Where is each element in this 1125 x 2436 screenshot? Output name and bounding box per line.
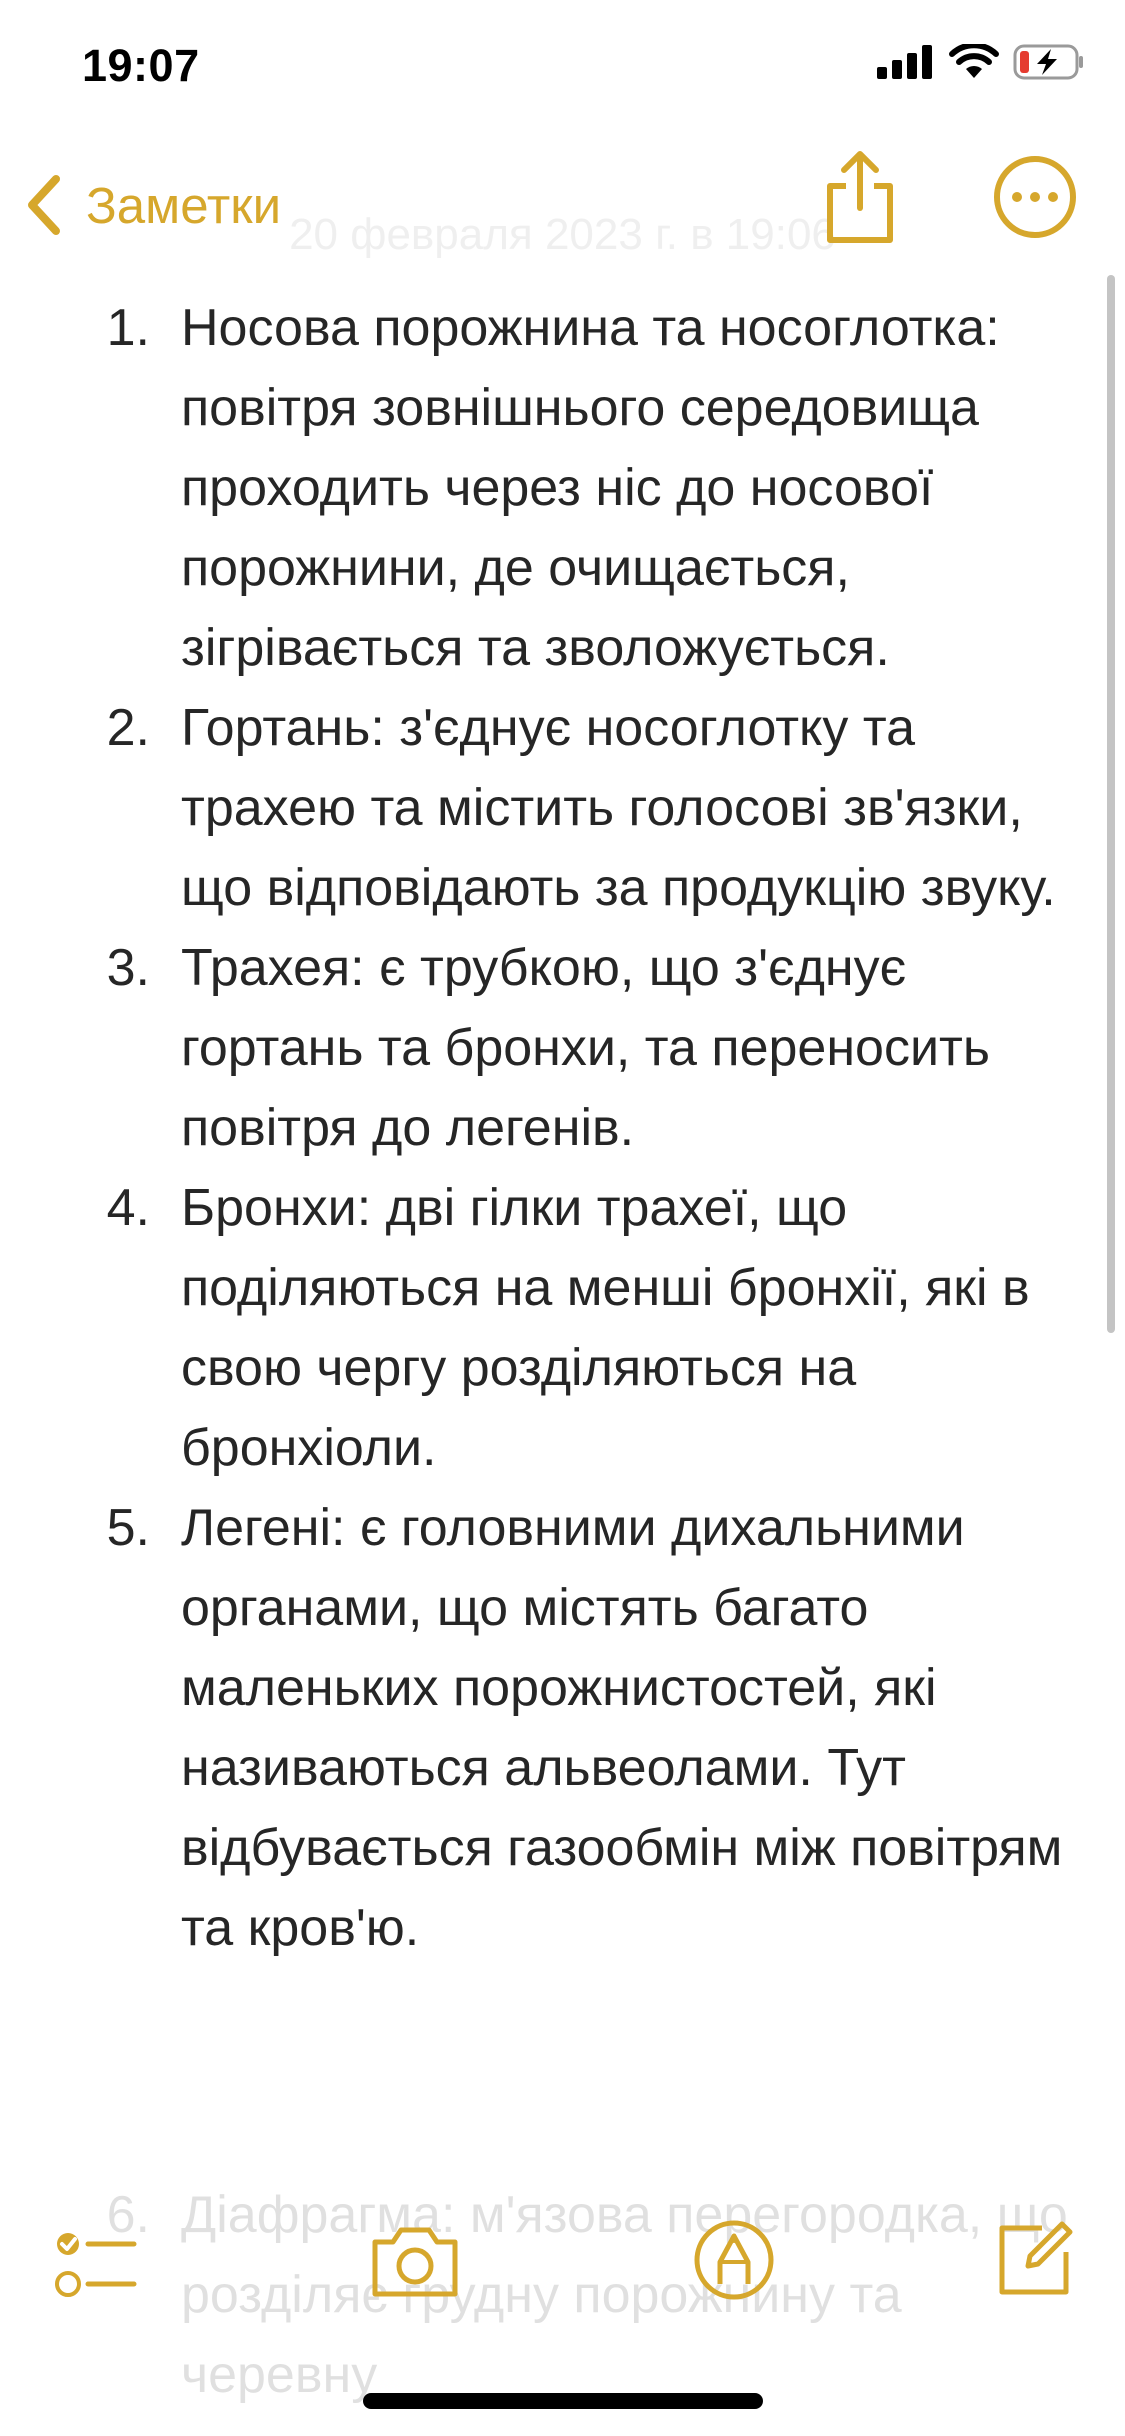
- status-bar: [0, 0, 1125, 140]
- chevron-left-icon: [24, 173, 64, 237]
- nav-bar: [0, 140, 1125, 270]
- home-indicator[interactable]: [363, 2393, 763, 2409]
- note-date: 20 февраля 2023 г. в 19:06: [289, 210, 836, 259]
- status-icons: [877, 44, 1085, 80]
- share-icon: [820, 148, 900, 248]
- list-item-number: 3.: [106, 939, 150, 997]
- more-button[interactable]: [992, 154, 1078, 240]
- list-item: [0, 928, 1125, 1168]
- list-item-text: Бронхи: дві гілки трахеї, що поділяються на менші бронхії, які в свою чергу розділяються на бронхіоли.: [181, 1179, 1030, 1477]
- share-button[interactable]: [820, 148, 900, 248]
- markup-icon: [692, 2218, 776, 2302]
- compose-button[interactable]: [994, 2218, 1076, 2305]
- list-item-number: 2.: [106, 699, 150, 757]
- list-item: [0, 1488, 1125, 1968]
- note-body[interactable]: [0, 270, 1125, 2190]
- wifi-icon: [949, 44, 999, 80]
- list-item-number: 4.: [106, 1179, 150, 1237]
- list-item-text: Трахея: є трубкою, що з'єднує гортань та бронхи, та переносить повітря до легенів.: [181, 939, 990, 1157]
- camera-button[interactable]: [369, 2222, 461, 2305]
- note-list: [0, 288, 1125, 1968]
- more-icon: [992, 154, 1078, 240]
- list-item: [0, 1168, 1125, 1488]
- list-item-number: 1.: [106, 299, 150, 357]
- list-item-number: 5.: [106, 1499, 150, 1557]
- status-time: 19:07: [82, 40, 200, 91]
- list-item: [0, 288, 1125, 688]
- back-button[interactable]: [24, 160, 281, 250]
- checklist-icon: [54, 2226, 138, 2306]
- camera-icon: [369, 2222, 461, 2300]
- bottom-toolbar: [0, 2200, 1125, 2340]
- scrollbar[interactable]: [1107, 275, 1115, 1333]
- list-item-text: Носова порожнина та носоглотка: повітря зовнішнього середовища проходить через ніс до носової порожнини, де очищається, зігрівається та зволожується.: [181, 299, 1000, 677]
- battery-charging-icon: [1013, 44, 1085, 80]
- checklist-button[interactable]: [54, 2226, 138, 2311]
- list-item: [0, 688, 1125, 928]
- list-item-text: Легені: є головними дихальними органами, що містять багато маленьких порожнистостей, які називаються альвеолами. Тут відбувається газообмін між повітрям та кров'ю.: [181, 1499, 1063, 1957]
- back-button-label: Заметки: [86, 176, 282, 234]
- compose-icon: [994, 2218, 1076, 2300]
- list-item-text: Гортань: з'єднує носоглотку та трахею та містить голосові зв'язки, що відповідають за продукцію звуку.: [181, 699, 1056, 917]
- cellular-signal-icon: [877, 45, 935, 79]
- markup-button[interactable]: [692, 2218, 776, 2307]
